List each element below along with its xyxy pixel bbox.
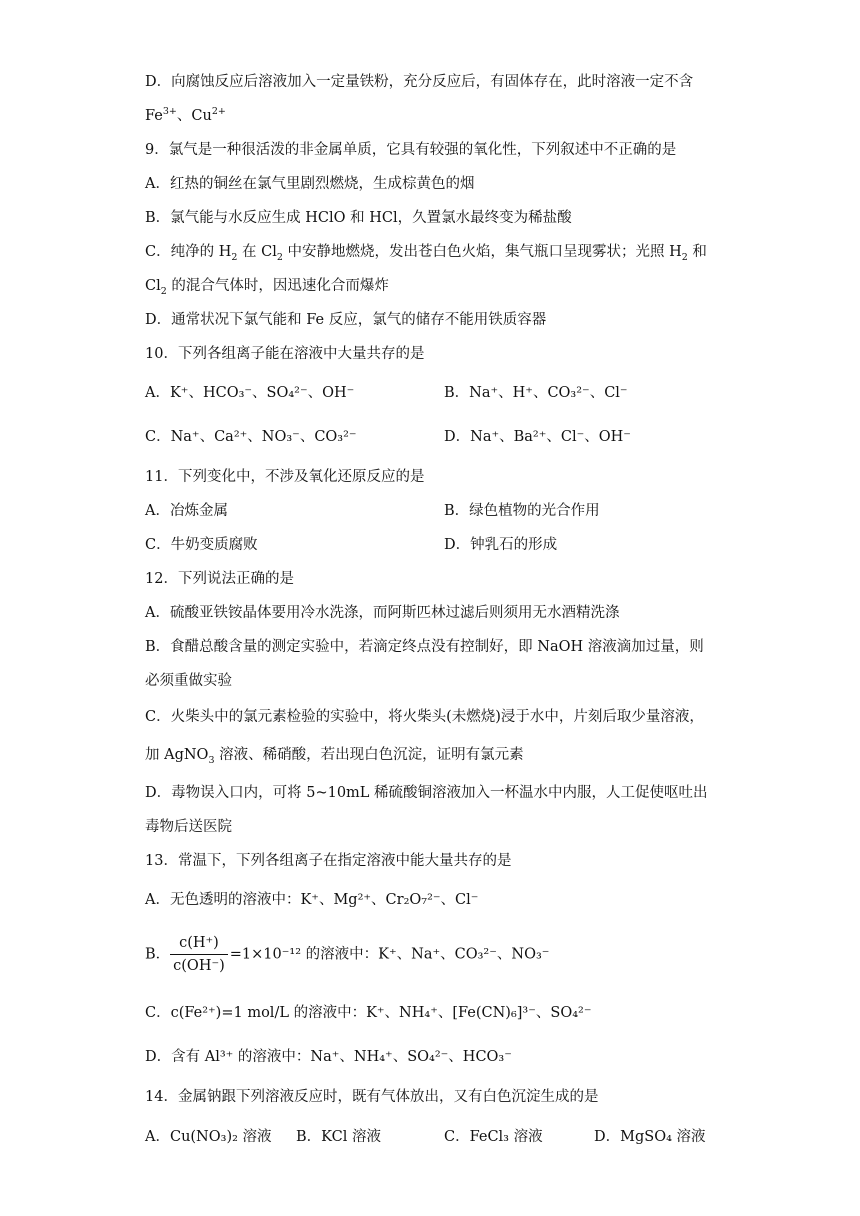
q9-option-c: C．纯净的 $H_2$ 在 $Cl_2$ 中安静地燃烧，发出苍白色火焰，集气瓶口呈现雾状；光照 $H_2$ 和 [145, 244, 707, 263]
q12-option-d: D．毒物误入口内，可将 5~10mL 稀硫酸铜溶液加入一杯温水中内服，人工促使呕吐出 [145, 785, 708, 801]
q14-stem: 14．金属钠跟下列溶液反应时，既有气体放出，又有白色沉淀生成的是 [145, 1089, 599, 1105]
q11-option-d: D．钟乳石的形成 [444, 537, 558, 553]
q11-option-a: A．冶炼金属 [145, 503, 228, 519]
q13-b-fraction: $\frac{c(H^+)}{c(OH^-)}$ [170, 932, 228, 977]
q11-stem: 11．下列变化中，不涉及氧化还原反应的是 [145, 469, 425, 485]
q14-option-d: D．MgSO₄ 溶液 [594, 1129, 706, 1145]
q13-option-d: D．含有 Al³⁺ 的溶液中：Na⁺、NH₄⁺、SO₄²⁻、HCO₃⁻ [145, 1049, 512, 1065]
q10-option-b: B．Na⁺、H⁺、CO₃²⁻、Cl⁻ [444, 385, 628, 401]
q12-stem: 12．下列说法正确的是 [145, 571, 294, 587]
q8-option-d-cont: $Fe^{3+}$、$Cu^{2+}$ [145, 106, 226, 124]
q14-option-a: A．Cu(NO₃)₂ 溶液 [145, 1129, 272, 1145]
q9-option-a: A．红热的铜丝在氯气里剧烈燃烧，生成棕黄色的烟 [145, 176, 475, 192]
q12-option-b-cont: 必须重做实验 [145, 673, 232, 689]
q11-option-b: B．绿色植物的光合作用 [444, 503, 600, 519]
q10-stem: 10．下列各组离子能在溶液中大量共存的是 [145, 346, 425, 362]
q12-option-b: B．食醋总酸含量的测定实验中，若滴定终点没有控制好，即 NaOH 溶液滴加过量，则 [145, 639, 704, 655]
q9-option-c-cont: $Cl_2$ 的混合气体时，因迅速化合而爆炸 [145, 278, 389, 297]
q8-option-d: D．向腐蚀反应后溶液加入一定量铁粉，充分反应后，有固体存在，此时溶液一定不含 [145, 74, 694, 90]
q10-option-d: D．Na⁺、Ba²⁺、Cl⁻、OH⁻ [444, 429, 631, 445]
q13-option-a: A．无色透明的溶液中：K⁺、Mg²⁺、Cr₂O₇²⁻、Cl⁻ [145, 892, 479, 908]
q14-option-c: C．FeCl₃ 溶液 [444, 1129, 543, 1145]
q11-option-c: C．牛奶变质腐败 [145, 537, 258, 553]
q10-option-c: C．Na⁺、Ca²⁺、NO₃⁻、CO₃²⁻ [145, 429, 357, 445]
q14-option-b: B．KCl 溶液 [296, 1129, 381, 1145]
q12-option-c-cont: 加 AgNO$_3$ 溶液、稀硝酸，若出现白色沉淀，证明有氯元素 [145, 747, 524, 766]
q12-option-c: C．火柴头中的氯元素检验的实验中，将火柴头(未燃烧)浸于水中，片刻后取少量溶液， [145, 709, 704, 725]
q10-option-a: A．K⁺、HCO₃⁻、SO₄²⁻、OH⁻ [145, 385, 355, 401]
q9-option-d: D．通常状况下氯气能和 Fe 反应，氯气的储存不能用铁质容器 [145, 312, 547, 328]
q12-option-d-cont: 毒物后送医院 [145, 819, 232, 835]
q12-option-a: A．硫酸亚铁铵晶体要用冷水洗涤，而阿斯匹林过滤后则须用无水酒精洗涤 [145, 605, 620, 621]
q13-option-b: B． $\frac{c(H^+)}{c(OH^-)}$ =1×10⁻¹² 的溶液中：K⁺、Na⁺、CO₃²⁻、NO₃⁻ [145, 932, 549, 977]
q13-stem: 13．常温下，下列各组离子在指定溶液中能大量共存的是 [145, 853, 512, 869]
q9-stem: 9．氯气是一种很活泼的非金属单质，它具有较强的氧化性，下列叙述中不正确的是 [145, 142, 677, 158]
q13-option-c: C．c(Fe²⁺)=1 mol/L 的溶液中：K⁺、NH₄⁺、[Fe(CN)₆]³⁻、SO₄²⁻ [145, 1005, 592, 1021]
q9-option-b: B．氯气能与水反应生成 HClO 和 HCl，久置氯水最终变为稀盐酸 [145, 210, 572, 226]
